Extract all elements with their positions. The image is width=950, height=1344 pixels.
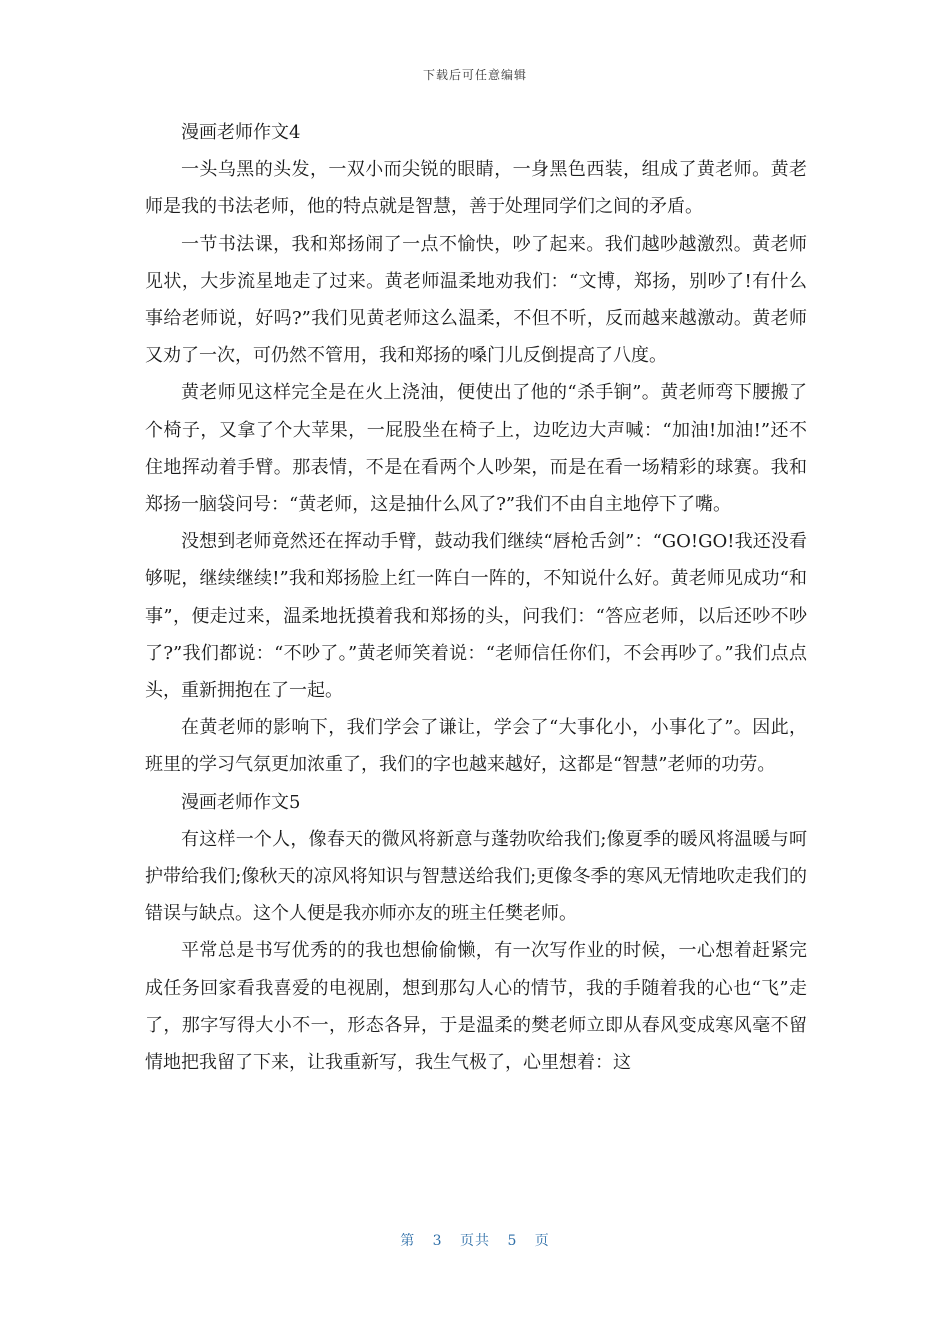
essay-heading-5: 漫画老师作文5 <box>181 791 301 813</box>
paragraph: 一头乌黑的头发，一双小而尖锐的眼睛，一身黑色西装，组成了黄老师。黄老师是我的书法老师，他的特点就是智慧，善于处理同学们之间的矛盾。 <box>145 159 807 218</box>
essay-heading-4: 漫画老师作文4 <box>181 122 301 143</box>
paragraph: 有这样一个人，像春天的微风将新意与蓬勃吹给我们;像夏季的暖风将温暖与呵护带给我们;像秋天的凉风将知识与智慧送给我们;更像冬季的寒风无情地吹走我们的错误与缺点。这个人便是我亦师亦友的班主任樊老师。 <box>145 828 807 925</box>
paragraph: 黄老师见这样完全是在火上浇油，便使出了他的“杀手锏”。黄老师弯下腰搬了个椅子，又拿了个大苹果，一屁股坐在椅子上，边吃边大声喊：“加油!加油!”还不住地挥动着手臂。那表情，不是在看两个人吵架，而是在看一场精彩的球赛。我和郑扬一脑袋问号：“黄老师，这是抽什么风了?”我们不由自主地停下了嘴。 <box>145 382 807 516</box>
page-header: 下载后可任意编辑 <box>422 68 527 82</box>
paragraph: 在黄老师的影响下，我们学会了谦让，学会了“大事化小，小事化了”。因此，班里的学习气氛更加浓重了，我们的字也越来越好，这都是“智慧”老师的功劳。 <box>145 717 807 776</box>
paragraph: 没想到老师竟然还在挥动手臂，鼓动我们继续“唇枪舌剑”：“GO!GO!我还没看够呢，继续继续!”我和郑扬脸上红一阵白一阵的，不知说什么好。黄老师见成功“和事”，便走过来，温柔地抚摸着我和郑扬的头，问我们：“答应老师，以后还吵不吵了?”我们都说：“不吵了。”黄老师笑着说：“老师信任你们，不会再吵了。”我们点点头，重新拥抱在了一起。 <box>145 531 807 702</box>
paragraph: 一节书法课，我和郑扬闹了一点不愉快，吵了起来。我们越吵越激烈。黄老师见状，大步流星地走了过来。黄老师温柔地劝我们：“文博，郑扬，别吵了!有什么事给老师说，好吗?”我们见黄老师这么温柔，不但不听，反而越来越激动。黄老师又劝了一次，可仍然不管用，我和郑扬的嗓门儿反倒提高了八度。 <box>145 233 807 367</box>
page-number: 第 3 页共 5 页 <box>400 1233 550 1249</box>
document-body <box>145 114 807 1081</box>
paragraph: 平常总是书写优秀的的我也想偷偷懒，有一次写作业的时候，一心想着赶紧完成任务回家看我喜爱的电视剧，想到那勾人心的情节，我的手随着我的心也“飞”走了，那字写得大小不一，形态各异，于是温柔的樊老师立即从春风变成寒风毫不留情地把我留了下来，让我重新写，我生气极了，心里想着：这 <box>145 940 807 1074</box>
